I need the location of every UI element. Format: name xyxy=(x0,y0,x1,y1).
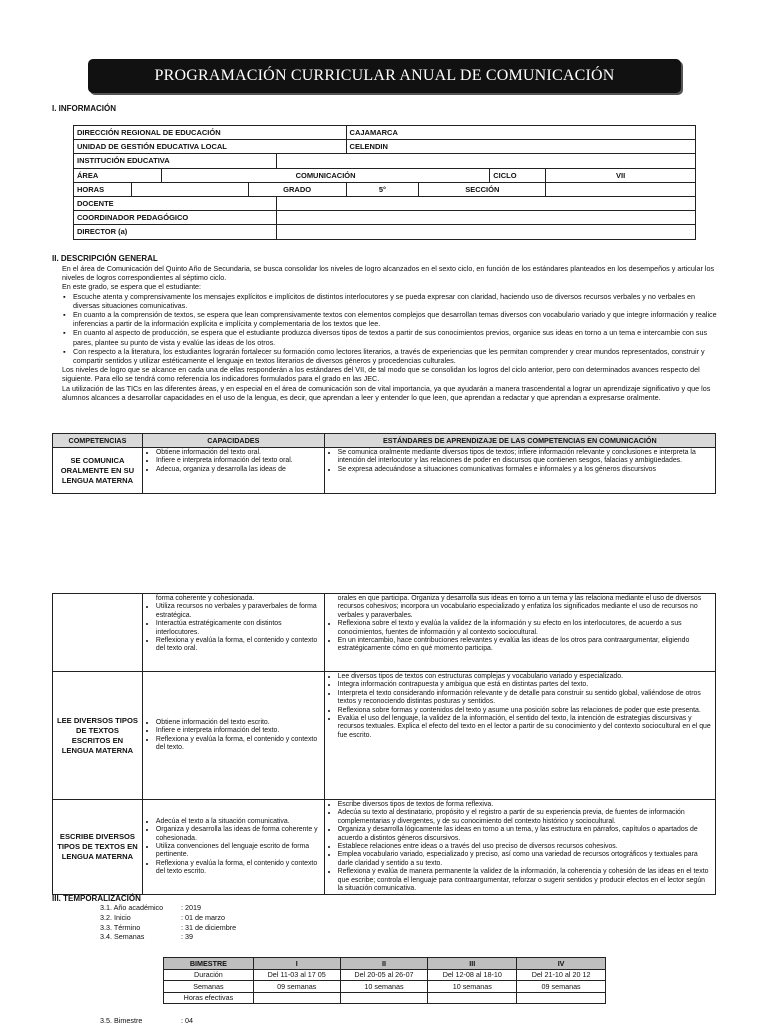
coordinador-label: COORDINADOR PEDAGÓGICO xyxy=(74,211,277,225)
continued-text: forma coherente y cohesionada. xyxy=(155,595,255,602)
director-label: DIRECTOR (a) xyxy=(74,225,277,239)
ie-label: INSTITUCIÓN EDUCATIVA xyxy=(74,154,277,168)
list-item: • Emplea vocabulario variado, especializado y preciso, así como una variedad de recursos ortográficos y textuales para darle claridad y sentido a su texto. xyxy=(338,851,712,868)
info-row-coordinador xyxy=(74,211,696,225)
docente-label: DOCENTE xyxy=(74,196,277,210)
table-cell xyxy=(428,992,517,1004)
list-item: ▪ En cuanto al aspecto de producción, se espera que el estudiante produzca diversos tipos de textos a partir de sus conocimientos previos, organice sus ideas en torno a un tema e intercambie con sus pares, plantee su punto de vista y evalúe las ideas de los otros. xyxy=(73,328,717,346)
expectations-list xyxy=(62,292,717,366)
list-item: • Establece relaciones entre ideas o a través del uso preciso de diversos recursos cohesivos. xyxy=(338,843,712,851)
horas-value xyxy=(131,182,248,196)
list-item: • Adecua, organiza y desarrolla las ideas de xyxy=(156,466,321,474)
section-descripcion-title: II. DESCRIPCIÓN GENERAL xyxy=(52,254,158,263)
list-item: ▪ Con respecto a la literatura, los estudiantes lograrán fortalecer su formación como lectores literarios, a través de experiencias que les permitan comprender y crear mundos representados, construir y compartir sentidos y utilizar estéticamente el lenguaje en textos literarios de diversos géneros y procedencias culturales. xyxy=(73,347,717,365)
ciclo-label: CICLO xyxy=(490,168,546,182)
competencia-name: LEE DIVERSOS TIPOS DE TEXTOS ESCRITOS EN LENGUA MATERNA xyxy=(53,672,143,800)
director-value xyxy=(276,225,695,239)
capacidades-cell xyxy=(142,800,324,895)
list-item: • Evalúa el uso del lenguaje, la validez de la información, el sentido del texto, la intención de estrategias discursivas y recursos textuales. Explica el efecto del texto en el lector a partir de su conocimiento y del contexto sociocultural en el que fue escrito. xyxy=(338,715,712,740)
estandares-cell xyxy=(324,800,715,895)
table-cell xyxy=(253,992,340,1004)
list-item: • Obtiene información del texto oral. xyxy=(156,449,321,457)
temporal-value: : 04 xyxy=(181,1016,193,1025)
list-item: • Reflexiona y evalúa la forma, el contenido y contexto del texto oral. xyxy=(156,637,321,654)
info-row-area xyxy=(74,168,696,182)
general-description xyxy=(62,264,717,402)
table-row xyxy=(53,672,716,800)
table-cell: Duración xyxy=(164,969,254,981)
list-item: • Lee diversos tipos de textos con estructuras complejas y vocabulario variado y especializado. xyxy=(338,673,712,681)
horas-label: HORAS xyxy=(74,182,132,196)
area-label: ÁREA xyxy=(74,168,162,182)
list-item: • Se comunica oralmente mediante diversos tipos de textos; infiere información relevante y conclusiones e interpreta la intención del interlocutor y las relaciones de poder en discursos que contienen sesgos, falacias y ambigüedades. xyxy=(338,449,712,466)
temporalizacion-list xyxy=(100,903,236,942)
capacidades-cell xyxy=(142,594,324,672)
description-paragraph: La utilización de las TICs en las diferentes áreas, y en especial en el área de comunicación son de vital importancia, ya que ayudarán a manera trascendental a lograr un aprendizaje significativo y que los alumnos alcances a desarrollar capacidades en el uso de la lengua, es decir, que aprendan a leer y entender lo que leen, que aprendan a redactar y que aprendan a expresarse oralmente. xyxy=(62,383,711,402)
table-row xyxy=(53,594,716,672)
temporal-value: : 31 de diciembre xyxy=(181,922,237,932)
list-item xyxy=(100,913,236,923)
table-cell: Del 20-05 al 26-07 xyxy=(340,969,428,981)
info-row-docente xyxy=(74,196,696,210)
area-value: COMUNICACIÓN xyxy=(161,168,489,182)
dre-label: DIRECCIÓN REGIONAL DE EDUCACIÓN xyxy=(74,126,347,140)
competencia-name: SE COMUNICA ORALMENTE EN SU LENGUA MATERNA xyxy=(53,448,143,494)
temporal-key: 3.2. Inicio xyxy=(100,912,131,922)
list-item: • Reflexiona sobre formas y contenidos del texto y asume una posición sobre las relaciones de poder que este presenta. xyxy=(338,707,712,715)
table-cell xyxy=(517,992,606,1004)
column-header: ESTÁNDARES DE APRENDIZAJE DE LAS COMPETENCIAS EN COMUNICACIÓN xyxy=(324,434,715,448)
table-row xyxy=(164,992,606,1004)
temporal-value: : 2019 xyxy=(181,903,201,912)
list-item: • En un intercambio, hace contribuciones relevantes y evalúa las ideas de los otros para contraargumentar, eligiendo estratégicamente cómo en qué momento participa. xyxy=(338,637,712,654)
list-item: • Utiliza recursos no verbales y paraverbales de forma estratégica. xyxy=(156,603,321,620)
description-paragraph: En el área de Comunicación del Quinto Año de Secundaria, se busca consolidar los niveles de logro alcanzados en el sexto ciclo, en función de los estándares planteados en los desempeños y articular los niveles de logros correspondientes al séptimo ciclo. xyxy=(62,264,715,283)
list-item: • Reflexiona sobre el texto y evalúa la validez de la información y su efecto en los interlocutores, de acuerdo a sus conocimientos, fuentes de información y al contexto sociocultural. xyxy=(338,620,712,637)
docente-value xyxy=(276,196,695,210)
temporal-key: 3.4. Semanas xyxy=(100,932,145,942)
info-row-ie xyxy=(74,154,696,168)
list-item: • Reflexiona y evalúa la forma, el contenido y contexto del texto. xyxy=(156,736,321,753)
table-cell: 09 semanas xyxy=(517,981,606,993)
table-row xyxy=(164,969,606,981)
list-item xyxy=(100,903,236,913)
list-item: ▪ En cuanto a la comprensión de textos, se espera que lean comprensivamente textos con elementos complejos que desarrollan temas diversos con vocabulario variado y que integre información y realice inferencias a partir de la información explícita e implícita y complementaria de los textos que lee. xyxy=(73,310,717,328)
capacidades-cell xyxy=(142,448,324,494)
list-item: • Interactúa estratégicamente con distintos interlocutores. xyxy=(156,620,321,637)
table-cell: Semanas xyxy=(164,981,254,993)
competencias-table-continuation xyxy=(52,593,716,895)
table-cell: 10 semanas xyxy=(340,981,428,993)
grado-value: 5° xyxy=(346,182,419,196)
table-cell: 10 semanas xyxy=(428,981,517,993)
section-informacion-title: I. INFORMACIÓN xyxy=(52,104,116,113)
page-title: PROGRAMACIÓN CURRICULAR ANUAL DE COMUNICACIÓN xyxy=(88,59,681,93)
ciclo-value: VII xyxy=(546,168,696,182)
list-item: • Reflexiona y evalúa la forma, el contenido y contexto del texto escrito. xyxy=(156,860,321,877)
list-item: • Adecúa el texto a la situación comunicativa. xyxy=(156,818,321,826)
list-item: • Adecúa su texto al destinatario, propósito y el registro a partir de su experiencia previa, de fuentes de información complementarias y divergentes, y de su conocimiento del contexto histórico y sociocultural. xyxy=(338,809,712,826)
temporal-value: : 01 de marzo xyxy=(181,912,225,922)
column-header: I xyxy=(253,958,340,970)
table-cell: Del 12-08 al 18-10 xyxy=(428,969,517,981)
info-row-director xyxy=(74,225,696,239)
list-item: • Obtiene información del texto escrito. xyxy=(156,719,321,727)
list-item: • Organiza y desarrolla lógicamente las ideas en torno a un tema, y las estructura en párrafos, capítulos o apartados de acuerdo a distintos géneros discursivos. xyxy=(338,826,712,843)
coordinador-value xyxy=(276,211,695,225)
ugel-value: CELENDIN xyxy=(346,140,695,154)
table-row xyxy=(53,448,716,494)
list-item xyxy=(100,923,236,933)
description-paragraph: Los niveles de logro que se alcance en cada una de ellas responderán a los estándares del VII, de tal modo que se consolidan los logros del ciclo anterior, pero con determinados avances respecto del siguiente. Para ello se tendrá como referencia los indicadores formulados para el grado en las JEC. xyxy=(62,365,700,384)
dre-value: CAJAMARCA xyxy=(346,126,695,140)
estandares-cell xyxy=(324,594,715,672)
list-item: • Integra información contrapuesta y ambigua que está en distintas partes del texto. xyxy=(338,681,712,689)
list-item: • Infiere e interpreta información del texto oral. xyxy=(156,457,321,465)
seccion-value xyxy=(546,182,696,196)
column-header: II xyxy=(340,958,428,970)
list-item: • Infiere e interpreta información del texto. xyxy=(156,727,321,735)
table-cell: 09 semanas xyxy=(253,981,340,993)
temporal-key: 3.1. Año académico xyxy=(100,903,164,912)
info-row-ugel xyxy=(74,140,696,154)
temporal-key: 3.3. Término xyxy=(100,922,141,932)
column-header: BIMESTRE xyxy=(164,958,254,970)
info-table xyxy=(73,125,696,240)
list-item: • Se expresa adecuándose a situaciones comunicativas formales e informales y a los géneros discursivos xyxy=(338,466,712,474)
section-temporalizacion-title: III. TEMPORALIZACIÓN xyxy=(52,894,141,903)
temporal-key: 3.5. Bimestre xyxy=(100,1016,143,1025)
competencia-name xyxy=(53,594,143,672)
table-row xyxy=(53,800,716,895)
competencias-table xyxy=(52,433,716,494)
list-item: • Organiza y desarrolla las ideas de forma coherente y cohesionada. xyxy=(156,826,321,843)
ie-value xyxy=(276,154,695,168)
estandares-cell xyxy=(324,448,715,494)
info-row-horas xyxy=(74,182,696,196)
list-item xyxy=(100,932,236,942)
table-cell: Horas efectivas xyxy=(164,992,254,1004)
table-header-row xyxy=(164,958,606,970)
bimestre-table xyxy=(163,957,606,1004)
description-paragraph: En este grado, se espera que el estudiante: xyxy=(62,282,202,292)
list-item: • Utiliza convenciones del lenguaje escrito de forma pertinente. xyxy=(156,843,321,860)
table-cell: Del 11-03 al 17 05 xyxy=(253,969,340,981)
grado-label: GRADO xyxy=(248,182,346,196)
list-item: • Interpreta el texto considerando información relevante y de detalle para construir su sentido global, valiéndose de otros textos y reconociendo distintas posturas y sentidos. xyxy=(338,690,712,707)
competencia-name: ESCRIBE DIVERSOS TIPOS DE TEXTOS EN LENGUA MATERNA xyxy=(53,800,143,895)
list-item: • Reflexiona y evalúa de manera permanente la validez de la información, la coherencia y cohesión de las ideas en el texto que escribe; controla el lenguaje para contraargumentar, reforzar o sugerir sentidos y producir efectos en el lector según la situación comunicativa. xyxy=(338,868,712,893)
table-row xyxy=(164,981,606,993)
column-header: III xyxy=(428,958,517,970)
temporal-value: : 39 xyxy=(181,932,193,942)
list-item: • Escribe diversos tipos de textos de forma reflexiva. xyxy=(338,801,712,809)
table-cell: Del 21-10 al 20 12 xyxy=(517,969,606,981)
info-row-dre xyxy=(74,126,696,140)
estandares-cell xyxy=(324,672,715,800)
list-item: ▪ Escuche atenta y comprensivamente los mensajes explícitos e implícitos de distintos interlocutores y se pueda expresar con claridad, haciendo uso de diversos recursos verbales y no verbales en diversas situaciones comunicativas. xyxy=(73,292,717,310)
column-header: COMPETENCIAS xyxy=(53,434,143,448)
column-header: CAPACIDADES xyxy=(142,434,324,448)
capacidades-cell xyxy=(142,672,324,800)
column-header: IV xyxy=(517,958,606,970)
table-cell xyxy=(340,992,428,1004)
ugel-label: UNIDAD DE GESTIÓN EDUCATIVA LOCAL xyxy=(74,140,347,154)
continued-text: orales en que participa. Organiza y desarrolla sus ideas en torno a un tema y las relaciona mediante el uso de diversos recursos cohesivos; incorpora un vocabulario especializado y enfatiza los significados mediante el uso de recursos no verbales y paraverbales. xyxy=(337,595,702,619)
seccion-label: SECCIÓN xyxy=(419,182,546,196)
